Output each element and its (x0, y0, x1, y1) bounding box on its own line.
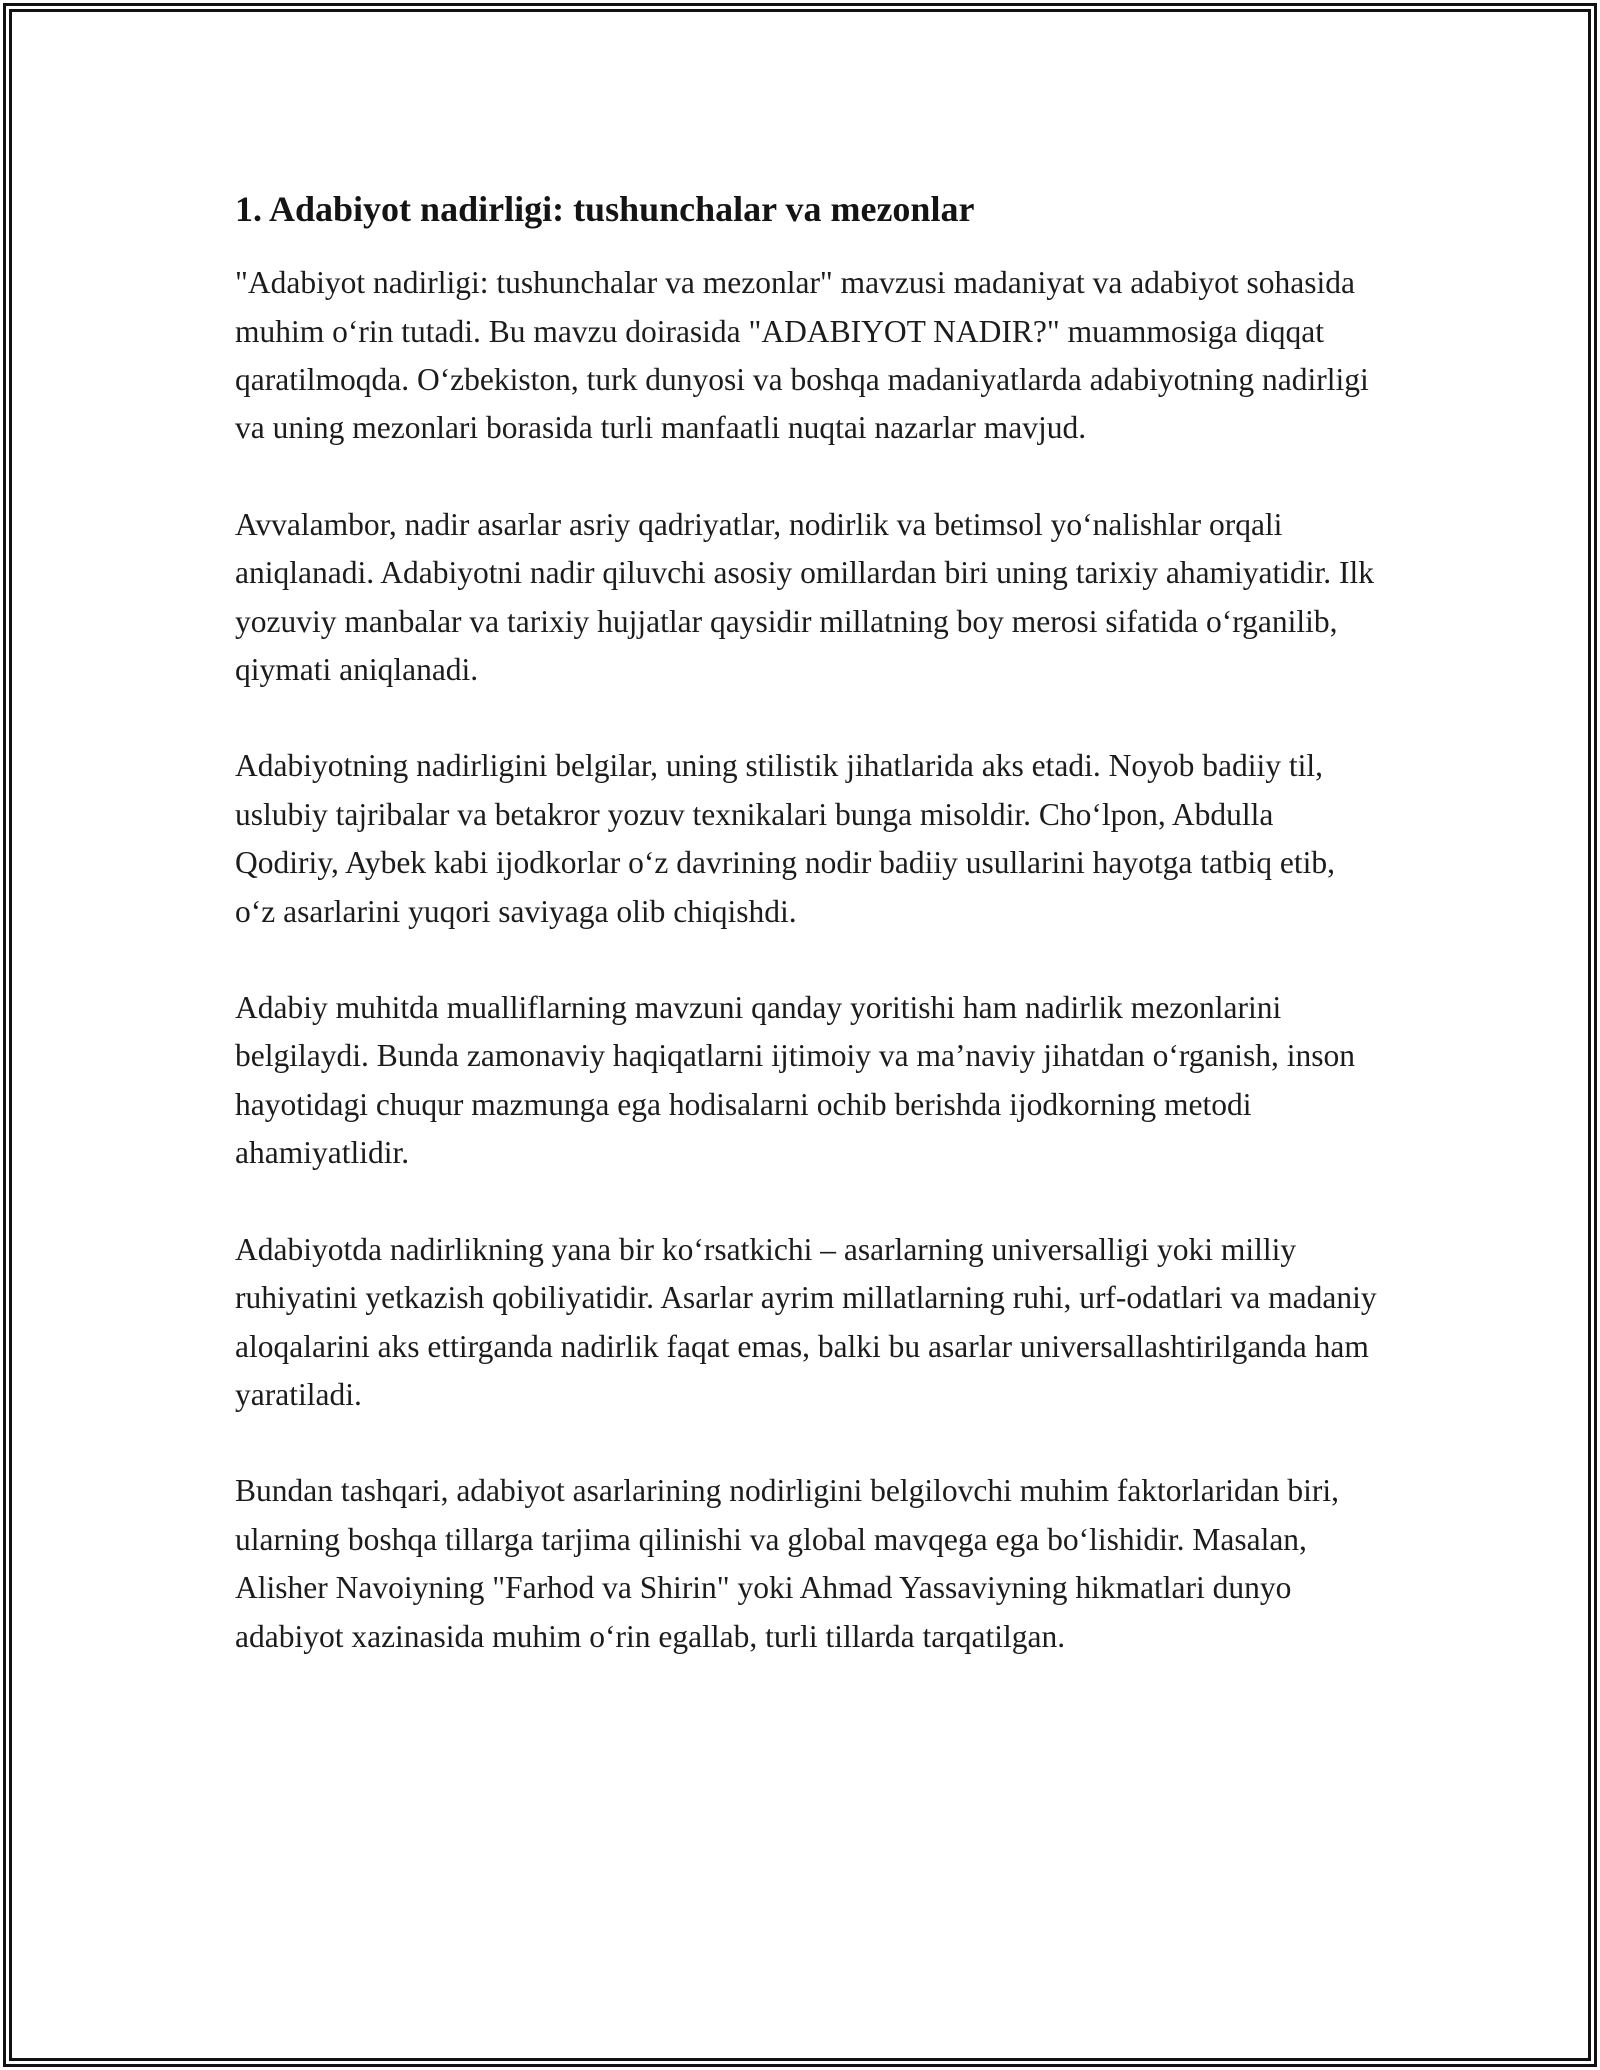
paragraph-6: Bundan tashqari, adabiyot asarlarining nodirligini belgilovchi muhim faktorlaridan biri, ularning boshqa tillarga tarjima qilinishi va global mavqega ega bo‘lishidir. Masalan, Alisher Navoiyning "Farhod va Shirin" yoki Ahmad Yassaviyning hikmatlari dunyo adabiyot xazinasida muhim o‘rin egallab, turli tillarda tarqatilgan. (235, 1473, 1339, 1654)
section-heading: 1. Adabiyot nadirligi: tushunchalar va mezonlar (235, 189, 975, 229)
paragraph-2: Avvalambor, nadir asarlar asriy qadriyatlar, nodirlik va betimsol yo‘nalishlar orqali aniqlanadi. Adabiyotni nadir qiluvchi asosiy omillardan biri uning tarixiy ahamiyatidir. Ilk yozuviy manbalar va tarixiy hujjatlar qaysidir millatning boy merosi sifatida o‘rganilib, qiymati aniqlanadi. (235, 506, 1375, 688)
document-body (235, 188, 1380, 1709)
paragraph-1: "Adabiyot nadirligi: tushunchalar va mezonlar" mavzusi madaniyat va adabiyot sohasida muhim o‘rin tutadi. Bu mavzu doirasida "ADABIYOT NADIR?" muammosiga diqqat qaratilmoqda. O‘zbekiston, turk dunyosi va boshqa madaniyatlarda adabiyotning nadirligi va uning mezonlari borasida turli manfaatli nuqtai nazarlar mavjud. (235, 265, 1369, 446)
paragraph-5: Adabiyotda nadirlikning yana bir ko‘rsatkichi – asarlarning universalligi yoki milliy ruhiyatini yetkazish qobiliyatidir. Asarlar ayrim millatlarning ruhi, urf-odatlari va madaniy aloqalarini aks ettirganda nadirlik faqat emas, balki bu asarlar universallashtirilganda ham yaratiladi. (235, 1231, 1377, 1412)
paragraph-3: Adabiyotning nadirligini belgilar, uning stilistik jihatlarida aks etadi. Noyob badiiy til, uslubiy tajribalar va betakror yozuv texnikalari bunga misoldir. Cho‘lpon, Abdulla Qodiriy, Aybek kabi ijodkorlar o‘z davrining nodir badiiy usullarini hayotga tatbiq etib, o‘z asarlarini yuqori saviyaga olib chiqishdi. (235, 748, 1335, 929)
paragraph-4: Adabiy muhitda mualliflarning mavzuni qanday yoritishi ham nadirlik mezonlarini belgilaydi. Bunda zamonaviy haqiqatlarni ijtimoiy va ma’naviy jihatdan o‘rganish, inson hayotidagi chuqur mazmunga ega hodisalarni ochib berishda ijodkorning metodi ahamiyatlidir. (235, 990, 1356, 1171)
